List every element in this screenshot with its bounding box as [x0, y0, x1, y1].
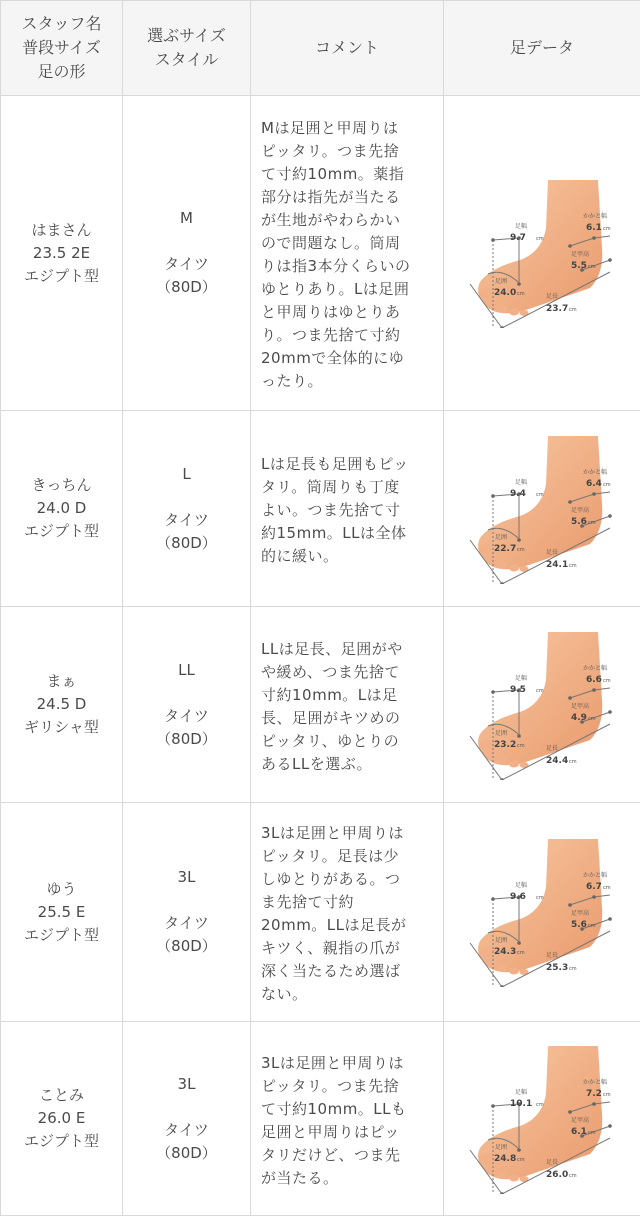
instep-label: 足甲高	[571, 910, 590, 917]
spacer	[123, 682, 250, 705]
comment-line: ピッタリ。足長は少	[261, 847, 400, 865]
header-choose	[123, 1, 251, 96]
length-unit: cm	[569, 307, 577, 313]
foot-data-cell	[444, 607, 640, 803]
comment-line: 的に緩い。	[261, 547, 339, 565]
instep-unit: cm	[588, 519, 596, 526]
foot-diagram	[462, 630, 622, 780]
heel-label: かかと幅	[583, 213, 608, 220]
width-unit: cm	[536, 895, 544, 901]
header-comment: コメント	[251, 1, 444, 96]
comment-line: ピッタリ。つま先捨	[261, 1076, 400, 1095]
heel-unit: cm	[603, 1091, 611, 1098]
girth-label: 足囲	[495, 1143, 508, 1151]
width-value: 9.5	[510, 684, 526, 695]
girth-unit: cm	[517, 742, 525, 749]
comment-line: りは指3本分くらいの	[261, 257, 411, 275]
size-style-cell	[123, 1022, 251, 1216]
length-value: 23.7	[546, 304, 569, 314]
length-label: 足長	[546, 952, 559, 959]
length-unit: cm	[569, 1172, 577, 1179]
heel-unit: cm	[603, 677, 611, 684]
width-unit: cm	[536, 1101, 544, 1108]
table-row	[1, 1022, 640, 1216]
denier: （80D）	[156, 278, 217, 296]
size-style-cell	[123, 411, 251, 607]
comment-line: 部分は指先が当たる	[261, 188, 401, 206]
comment-line: ない。	[261, 985, 308, 1003]
comment-line: タリだけど、つま先	[261, 1145, 401, 1164]
chosen-style: タイツ	[164, 510, 209, 529]
heel-unit: cm	[603, 885, 611, 891]
comment-cell	[251, 96, 444, 411]
usual-size: 24.5 D	[36, 695, 87, 713]
chosen-size: LL	[178, 660, 195, 679]
heel-unit: cm	[603, 481, 611, 488]
comment-line: あるLLを選ぶ。	[261, 754, 373, 773]
comment-line: 20mm。LLは足長が	[261, 916, 407, 934]
table-row	[1, 96, 640, 411]
comment-line: LLは足長、足囲がや	[261, 639, 403, 658]
denier: （80D）	[156, 937, 217, 955]
table-row	[1, 607, 640, 803]
table-row	[1, 411, 640, 607]
heel-label: かかと幅	[583, 664, 608, 672]
length-unit: cm	[569, 562, 577, 569]
comment-line: タリ。筒周りも丁度	[261, 478, 400, 496]
foot-shape: エジプト型	[23, 925, 99, 944]
girth-unit: cm	[517, 291, 525, 297]
table-row	[1, 803, 640, 1022]
comment-line: よい。つま先捨て寸	[261, 501, 401, 519]
instep-value: 5.6	[571, 920, 587, 930]
heel-value: 6.7	[586, 882, 602, 892]
instep-label: 足甲高	[571, 506, 590, 514]
girth-label: 足囲	[495, 937, 508, 944]
length-unit: cm	[569, 758, 577, 765]
instep-value: 4.9	[571, 712, 587, 723]
comment-line: Mは足囲と甲周りは	[261, 119, 399, 137]
girth-value: 24.3	[494, 947, 517, 957]
comment-line: り。つま先捨て寸約	[261, 326, 401, 344]
comment-line: ったり。	[261, 372, 324, 390]
width-unit: cm	[536, 687, 544, 694]
girth-value: 24.0	[494, 288, 517, 298]
width-label: 足幅	[515, 478, 528, 486]
comment-cell	[251, 607, 444, 803]
instep-unit: cm	[588, 1129, 596, 1136]
width-value: 10.1	[510, 1098, 533, 1109]
heel-label: かかと幅	[583, 872, 608, 879]
chosen-size: L	[182, 464, 191, 483]
foot-data-cell	[444, 96, 640, 411]
comment-line: 足囲と甲周りはピッ	[261, 1122, 400, 1141]
length-label: 足長	[546, 293, 559, 300]
instep-label: 足甲高	[571, 251, 590, 258]
girth-unit: cm	[517, 546, 525, 553]
heel-label: かかと幅	[583, 468, 608, 476]
comment-cell	[251, 1022, 444, 1216]
size-style-cell	[123, 803, 251, 1022]
denier: （80D）	[156, 1143, 217, 1162]
header-staff-name: スタッフ名	[21, 14, 102, 33]
foot-shape: ギリシャ型	[24, 718, 99, 736]
foot-shape: エジプト型	[23, 522, 99, 540]
width-label: 足幅	[515, 674, 528, 682]
header-row	[1, 1, 640, 96]
heel-value: 6.4	[586, 478, 602, 489]
foot-data-cell	[444, 411, 640, 607]
girth-label: 足囲	[495, 278, 508, 285]
width-label: 足幅	[515, 882, 528, 889]
comment-cell	[251, 411, 444, 607]
heel-unit: cm	[603, 226, 611, 232]
denier: （80D）	[156, 729, 217, 748]
width-label: 足幅	[515, 1088, 528, 1096]
spacer	[123, 486, 250, 509]
header-usual-size: 普段サイズ	[22, 38, 101, 57]
length-label: 足長	[546, 548, 559, 556]
foot-diagram	[462, 837, 622, 987]
comment-line: 20mmで全体的にゆ	[261, 349, 405, 367]
heel-value: 6.1	[586, 223, 602, 233]
size-style-cell	[123, 607, 251, 803]
comment-line: しゆとりがある。つ	[261, 870, 401, 888]
size-style-cell	[123, 96, 251, 411]
chosen-style: タイツ	[164, 706, 209, 725]
chosen-size: 3L	[177, 868, 196, 886]
width-value: 9.7	[510, 233, 526, 243]
staff-cell	[1, 96, 123, 411]
comment-line: 深く当たるため選ば	[261, 962, 401, 980]
width-value: 9.6	[510, 892, 526, 902]
width-unit: cm	[536, 236, 544, 242]
instep-label: 足甲高	[571, 1116, 590, 1124]
comment-line: ま先捨て寸約	[261, 893, 355, 911]
comment-line: ピッタリ。つま先捨	[261, 142, 400, 160]
foot-diagram	[462, 1044, 622, 1194]
staff-name: ことみ	[38, 1086, 84, 1104]
length-unit: cm	[569, 966, 577, 972]
width-value: 9.4	[510, 488, 526, 499]
comment-line: が生地がやわらかい	[261, 211, 401, 229]
usual-size: 24.0 D	[36, 499, 87, 517]
girth-value: 23.2	[494, 739, 517, 750]
staff-name: まぁ	[46, 672, 77, 690]
comment-line: ゆとりあり。Lは足囲	[261, 280, 410, 298]
chosen-style: タイツ	[164, 255, 209, 273]
foot-shape: エジプト型	[23, 1132, 99, 1150]
heel-value: 7.2	[586, 1088, 602, 1099]
staff-name: はまさん	[31, 220, 92, 239]
width-unit: cm	[536, 491, 544, 498]
staff-cell	[1, 1022, 123, 1216]
instep-value: 5.5	[571, 261, 587, 271]
header-staff	[1, 1, 123, 96]
denier: （80D）	[156, 533, 217, 552]
girth-value: 24.8	[494, 1153, 517, 1164]
chosen-style: タイツ	[164, 1120, 209, 1139]
comment-line: と甲周りはゆとりあ	[261, 303, 401, 321]
spacer	[123, 230, 250, 253]
header-foot-shape: 足の形	[37, 62, 86, 81]
length-value: 26.0	[546, 1169, 569, 1180]
staff-cell	[1, 411, 123, 607]
comment-line: て寸約10mm。薬指	[261, 165, 405, 183]
staff-name: きっちん	[31, 476, 92, 494]
foot-diagram	[462, 178, 622, 328]
heel-label: かかと幅	[583, 1078, 608, 1086]
comment-line: 長、足囲がキツめの	[261, 708, 401, 727]
comment-line: が当たる。	[261, 1168, 339, 1187]
usual-size: 25.5 E	[37, 902, 86, 921]
length-value: 25.3	[546, 963, 569, 973]
girth-value: 22.7	[494, 543, 517, 554]
staff-name: ゆう	[46, 879, 77, 898]
girth-label: 足囲	[495, 729, 508, 737]
comment-line: 寸約10mm。Lは足	[261, 685, 398, 704]
foot-diagram	[462, 434, 622, 584]
instep-unit: cm	[588, 715, 596, 722]
length-value: 24.4	[546, 755, 569, 766]
comment-line: 約15mm。LLは全体	[261, 524, 407, 542]
comment-line: ので問題なし。筒周	[261, 234, 401, 252]
foot-data-cell	[444, 1022, 640, 1216]
instep-value: 6.1	[571, 1126, 587, 1137]
length-value: 24.1	[546, 559, 569, 570]
length-label: 足長	[546, 744, 559, 752]
staff-cell	[1, 803, 123, 1022]
comment-line: Lは足長も足囲もピッ	[261, 455, 409, 473]
comment-line: キツく、親指の爪が	[261, 939, 401, 957]
comment-line: 3Lは足囲と甲周りは	[261, 1053, 404, 1072]
comment-line: 3Lは足囲と甲周りは	[261, 824, 404, 842]
comment-line: ピッタリ、ゆとりの	[261, 731, 400, 750]
girth-unit: cm	[517, 950, 525, 956]
heel-value: 6.6	[586, 674, 602, 685]
chosen-style: タイツ	[164, 914, 209, 932]
comment-cell	[251, 803, 444, 1022]
comment-line: て寸約10mm。LLも	[261, 1099, 407, 1118]
chosen-size: 3L	[177, 1074, 196, 1093]
girth-unit: cm	[517, 1156, 525, 1163]
usual-size: 23.5 2E	[32, 243, 91, 262]
instep-unit: cm	[588, 923, 596, 929]
width-label: 足幅	[515, 223, 528, 230]
foot-shape: エジプト型	[23, 266, 99, 285]
header-choose-size: 選ぶサイズ	[147, 26, 226, 45]
foot-data-cell	[444, 803, 640, 1022]
header-foot-data: 足データ	[444, 1, 640, 96]
girth-label: 足囲	[495, 533, 508, 541]
instep-value: 5.6	[571, 516, 587, 527]
header-style: スタイル	[154, 50, 219, 69]
spacer	[123, 889, 250, 912]
instep-label: 足甲高	[571, 702, 590, 710]
staff-cell	[1, 607, 123, 803]
comment-line: や緩め、つま先捨て	[261, 662, 400, 681]
chosen-size: M	[180, 209, 193, 227]
usual-size: 26.0 E	[37, 1109, 86, 1127]
instep-unit: cm	[588, 264, 596, 270]
length-label: 足長	[546, 1158, 559, 1166]
spacer	[123, 1096, 250, 1119]
